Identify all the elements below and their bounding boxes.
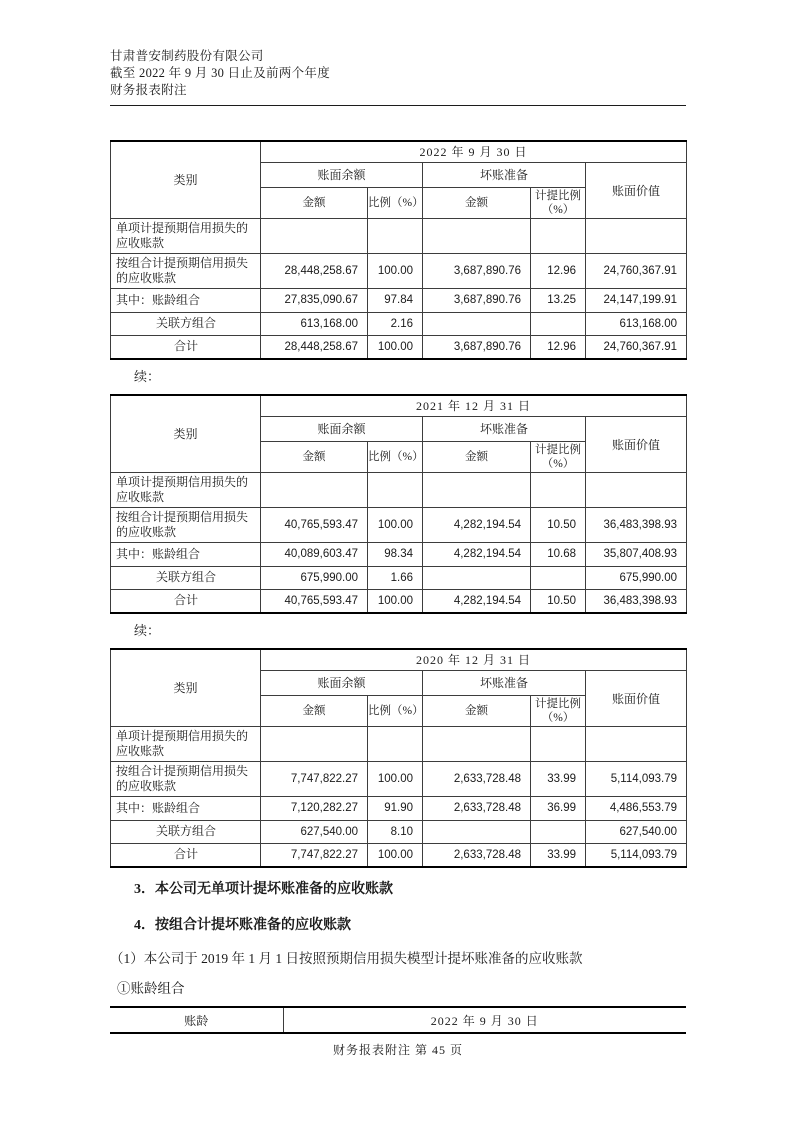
receivables-tables-section <box>110 140 686 868</box>
row-label: 关联方组合 <box>111 820 261 843</box>
provision-ratio-cell <box>531 218 586 253</box>
amount-cell: 7,120,282.27 <box>261 796 368 820</box>
table-row <box>111 335 687 359</box>
category-column-header: 类别 <box>111 395 261 472</box>
aging-portfolio-label: ①账龄组合 <box>117 981 185 996</box>
amount-cell <box>261 218 368 253</box>
ratio-header: 比例（%） <box>368 695 423 726</box>
row-label: 其中：账龄组合 <box>111 288 261 312</box>
row-label: 合计 <box>111 589 261 613</box>
table-row <box>111 726 687 761</box>
document-title: 财务报表附注 <box>110 83 187 97</box>
date-header: 2022 年 9 月 30 日 <box>261 141 687 162</box>
amount-cell: 613,168.00 <box>261 312 368 335</box>
aging-column-header: 账龄 <box>110 1007 283 1033</box>
provision-ratio-cell: 12.96 <box>531 253 586 288</box>
bad-debt-amount-cell: 3,687,890.76 <box>423 253 531 288</box>
provision-ratio-cell <box>531 820 586 843</box>
ratio-cell: 100.00 <box>368 761 423 796</box>
amount-cell: 7,747,822.27 <box>261 843 368 867</box>
report-period: 截至 2022 年 9 月 30 日止及前两个年度 <box>110 66 331 80</box>
ratio-cell: 91.90 <box>368 796 423 820</box>
provision-ratio-cell: 36.99 <box>531 796 586 820</box>
book-value-cell: 35,807,408.93 <box>586 542 687 566</box>
page-footer: 财务报表附注 第 45 页 <box>332 1043 463 1057</box>
row-label: 其中：账龄组合 <box>111 542 261 566</box>
bad-debt-provision-header: 坏账准备 <box>423 162 586 187</box>
ratio-cell: 1.66 <box>368 566 423 589</box>
continued-label: 续： <box>134 369 161 384</box>
table-row <box>111 761 687 796</box>
book-value-cell <box>586 218 687 253</box>
aging-table <box>110 1006 686 1034</box>
company-name: 甘肃普安制药股份有限公司 <box>110 49 264 63</box>
provision-ratio-cell <box>531 566 586 589</box>
table-row <box>111 288 687 312</box>
provision-ratio-cell: 10.68 <box>531 542 586 566</box>
provision-ratio-header: 计提比例（%） <box>531 441 586 472</box>
provision-ratio-cell: 10.50 <box>531 507 586 542</box>
ratio-header: 比例（%） <box>368 187 423 218</box>
amount-header: 金额 <box>423 441 531 472</box>
row-label: 按组合计提预期信用损失的应收账款 <box>111 507 261 542</box>
amount-cell: 27,835,090.67 <box>261 288 368 312</box>
row-label: 按组合计提预期信用损失的应收账款 <box>111 761 261 796</box>
bad-debt-amount-cell: 3,687,890.76 <box>423 335 531 359</box>
bad-debt-amount-cell: 2,633,728.48 <box>423 796 531 820</box>
book-value-cell: 675,990.00 <box>586 566 687 589</box>
ratio-header: 比例（%） <box>368 441 423 472</box>
book-value-cell: 5,114,093.79 <box>586 843 687 867</box>
row-label: 关联方组合 <box>111 312 261 335</box>
page-header <box>110 48 686 106</box>
table-row <box>111 312 687 335</box>
ratio-cell: 100.00 <box>368 843 423 867</box>
book-value-header: 账面价值 <box>586 416 687 472</box>
amount-cell <box>261 472 368 507</box>
provision-ratio-cell <box>531 472 586 507</box>
ratio-cell <box>368 472 423 507</box>
book-value-cell: 4,486,553.79 <box>586 796 687 820</box>
policy-paragraph: （1）本公司于 2019 年 1 月 1 日按照预期信用损失模型计提坏账准备的应收账款 <box>110 951 583 966</box>
book-balance-header: 账面余额 <box>261 416 423 441</box>
category-column-header: 类别 <box>111 141 261 218</box>
table-row <box>110 1007 686 1033</box>
book-value-cell: 627,540.00 <box>586 820 687 843</box>
bad-debt-amount-cell <box>423 312 531 335</box>
amount-header: 金额 <box>261 187 368 218</box>
bad-debt-provision-header: 坏账准备 <box>423 416 586 441</box>
table-row <box>111 566 687 589</box>
table-row <box>111 253 687 288</box>
amount-cell: 675,990.00 <box>261 566 368 589</box>
amount-cell: 627,540.00 <box>261 820 368 843</box>
bad-debt-amount-cell: 3,687,890.76 <box>423 288 531 312</box>
provision-ratio-cell <box>531 312 586 335</box>
book-value-cell: 24,760,367.91 <box>586 253 687 288</box>
section-4-heading: 4．按组合计提坏账准备的应收账款 <box>134 918 351 933</box>
section-3-heading: 3．本公司无单项计提坏账准备的应收账款 <box>134 882 393 897</box>
row-label: 合计 <box>111 335 261 359</box>
amount-header: 金额 <box>423 695 531 726</box>
bad-debt-amount-cell: 2,633,728.48 <box>423 761 531 796</box>
bad-debt-amount-cell: 4,282,194.54 <box>423 507 531 542</box>
provision-ratio-cell: 13.25 <box>531 288 586 312</box>
amount-cell: 7,747,822.27 <box>261 761 368 796</box>
bad-debt-amount-cell <box>423 820 531 843</box>
book-value-cell <box>586 472 687 507</box>
book-value-header: 账面价值 <box>586 670 687 726</box>
book-value-cell: 613,168.00 <box>586 312 687 335</box>
row-label: 单项计提预期信用损失的应收账款 <box>111 472 261 507</box>
row-label: 按组合计提预期信用损失的应收账款 <box>111 253 261 288</box>
amount-cell: 40,089,603.47 <box>261 542 368 566</box>
amount-cell: 28,448,258.67 <box>261 253 368 288</box>
amount-cell: 28,448,258.67 <box>261 335 368 359</box>
ratio-cell: 98.34 <box>368 542 423 566</box>
book-value-cell: 5,114,093.79 <box>586 761 687 796</box>
book-value-header: 账面价值 <box>586 162 687 218</box>
ratio-cell: 8.10 <box>368 820 423 843</box>
table-row <box>111 820 687 843</box>
ratio-cell: 100.00 <box>368 253 423 288</box>
book-value-cell: 24,147,199.91 <box>586 288 687 312</box>
ratio-cell <box>368 726 423 761</box>
amount-header: 金额 <box>261 441 368 472</box>
date-header: 2021 年 12 月 31 日 <box>261 395 687 416</box>
provision-ratio-header: 计提比例（%） <box>531 187 586 218</box>
table-row <box>111 507 687 542</box>
book-balance-header: 账面余额 <box>261 162 423 187</box>
bad-debt-amount-cell: 2,633,728.48 <box>423 843 531 867</box>
book-balance-header: 账面余额 <box>261 670 423 695</box>
ratio-cell: 100.00 <box>368 589 423 613</box>
amount-header: 金额 <box>261 695 368 726</box>
receivables-table <box>110 140 687 360</box>
provision-ratio-cell: 12.96 <box>531 335 586 359</box>
header-rule <box>110 105 686 106</box>
table-header-row <box>111 649 687 670</box>
row-label: 单项计提预期信用损失的应收账款 <box>111 726 261 761</box>
provision-ratio-header: 计提比例（%） <box>531 695 586 726</box>
row-label: 合计 <box>111 843 261 867</box>
table-header-row <box>111 395 687 416</box>
provision-ratio-cell <box>531 726 586 761</box>
bad-debt-provision-header: 坏账准备 <box>423 670 586 695</box>
table-row <box>111 589 687 613</box>
book-value-cell: 24,760,367.91 <box>586 335 687 359</box>
table-row <box>111 843 687 867</box>
row-label: 其中：账龄组合 <box>111 796 261 820</box>
bad-debt-amount-cell <box>423 566 531 589</box>
bad-debt-amount-cell <box>423 218 531 253</box>
table-row <box>111 542 687 566</box>
bad-debt-amount-cell <box>423 472 531 507</box>
ratio-cell <box>368 218 423 253</box>
ratio-cell: 100.00 <box>368 335 423 359</box>
table-row <box>111 472 687 507</box>
receivables-table <box>110 394 687 614</box>
date-header: 2020 年 12 月 31 日 <box>261 649 687 670</box>
amount-cell <box>261 726 368 761</box>
bad-debt-amount-cell: 4,282,194.54 <box>423 589 531 613</box>
row-label: 单项计提预期信用损失的应收账款 <box>111 218 261 253</box>
amount-cell: 40,765,593.47 <box>261 507 368 542</box>
book-value-cell: 36,483,398.93 <box>586 507 687 542</box>
table-header-row <box>111 141 687 162</box>
table-row <box>111 796 687 820</box>
book-value-cell: 36,483,398.93 <box>586 589 687 613</box>
bad-debt-amount-cell <box>423 726 531 761</box>
provision-ratio-cell: 33.99 <box>531 843 586 867</box>
amount-header: 金额 <box>423 187 531 218</box>
bad-debt-amount-cell: 4,282,194.54 <box>423 542 531 566</box>
provision-ratio-cell: 10.50 <box>531 589 586 613</box>
row-label: 关联方组合 <box>111 566 261 589</box>
ratio-cell: 2.16 <box>368 312 423 335</box>
provision-ratio-cell: 33.99 <box>531 761 586 796</box>
category-column-header: 类别 <box>111 649 261 726</box>
receivables-table <box>110 648 687 868</box>
ratio-cell: 100.00 <box>368 507 423 542</box>
amount-cell: 40,765,593.47 <box>261 589 368 613</box>
table-row <box>111 218 687 253</box>
book-value-cell <box>586 726 687 761</box>
continued-label: 续： <box>134 623 161 638</box>
aging-date-header: 2022 年 9 月 30 日 <box>430 1013 539 1028</box>
ratio-cell: 97.84 <box>368 288 423 312</box>
